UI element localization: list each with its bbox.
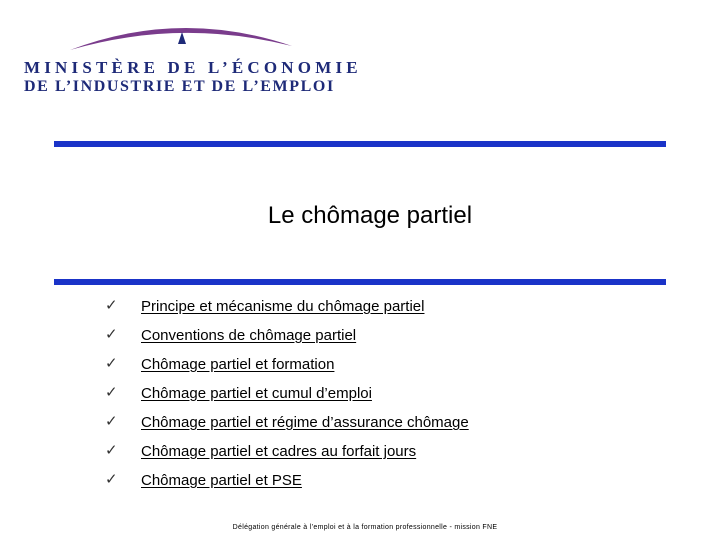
logo-emblem-icon	[178, 32, 186, 44]
checkmark-icon: ✓	[105, 471, 118, 488]
topic-link[interactable]: Chômage partiel et PSE	[141, 472, 302, 489]
checkmark-icon: ✓	[105, 442, 118, 459]
topic-link[interactable]: Chômage partiel et formation	[141, 356, 335, 373]
top-divider	[54, 141, 666, 147]
bottom-divider	[54, 279, 666, 285]
topic-link[interactable]: Principe et mécanisme du chômage partiel	[141, 298, 425, 315]
checkmark-icon: ✓	[105, 413, 118, 430]
checkmark-icon: ✓	[105, 326, 118, 343]
checkmark-icon: ✓	[105, 355, 118, 372]
checkmark-icon: ✓	[105, 384, 118, 401]
topic-link[interactable]: Chômage partiel et cadres au forfait jours	[141, 443, 417, 460]
footer-credit: Délégation générale à l’emploi et à la formation professionnelle - mission FNE	[232, 524, 498, 531]
slide-title: Le chômage partiel	[267, 202, 473, 229]
checkmark-icon: ✓	[105, 297, 118, 314]
ministry-name-line2: DE L’INDUSTRIE ET DE L’EMPLOI	[24, 78, 335, 95]
topic-link[interactable]: Chômage partiel et cumul d’emploi	[141, 385, 372, 402]
ministry-name-line1: MINISTÈRE DE L’ÉCONOMIE	[24, 58, 362, 77]
topic-link[interactable]: Chômage partiel et régime d’assurance chômage	[141, 414, 469, 431]
topic-link[interactable]: Conventions de chômage partiel	[141, 327, 357, 344]
ministry-logo-arc	[60, 14, 300, 54]
